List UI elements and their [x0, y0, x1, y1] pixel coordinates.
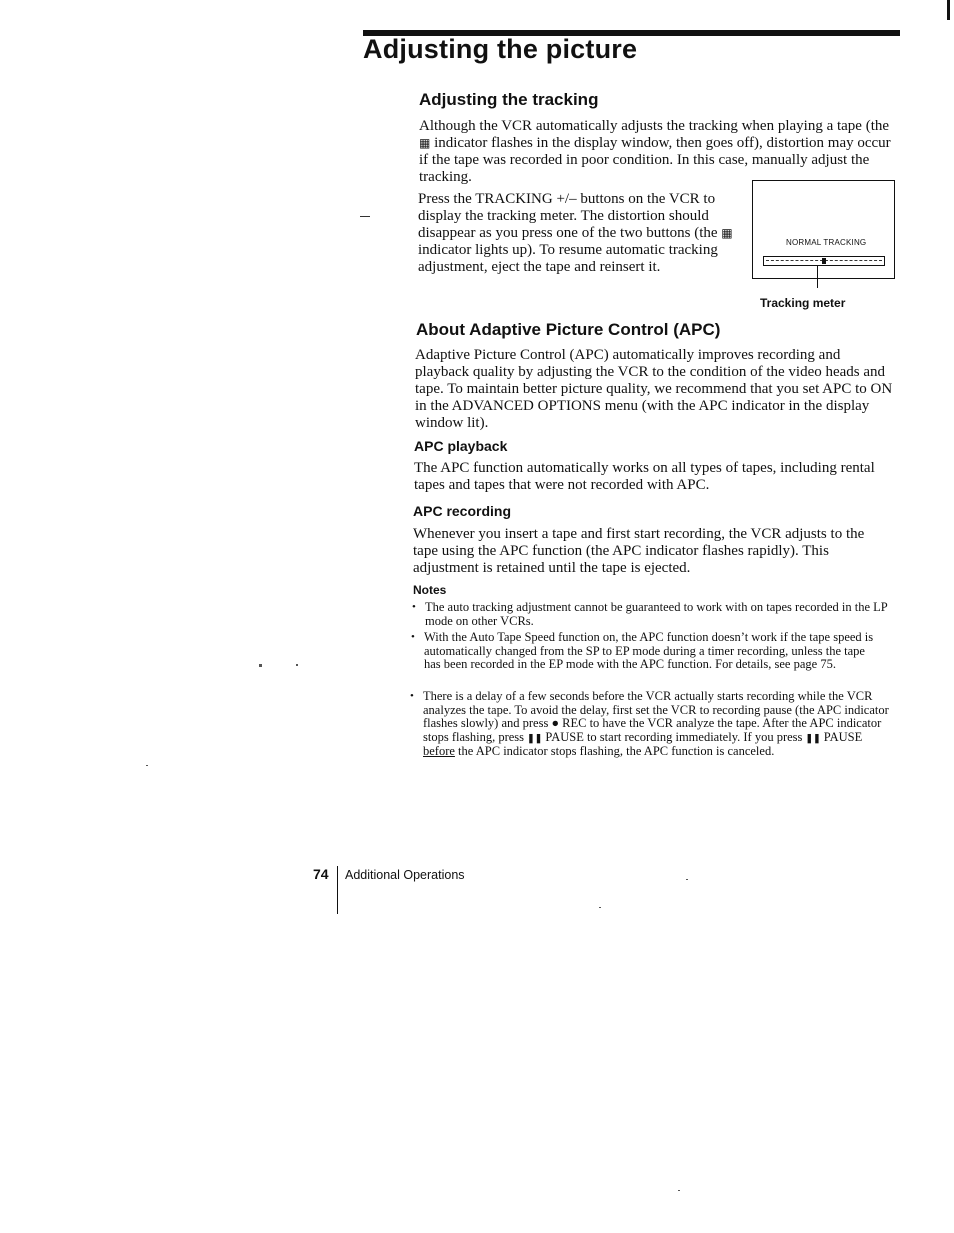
page-number: 74 [313, 866, 329, 882]
apc-playback-text: The APC function automatically works on all types of tapes, including rental tapes and tapes that were not recorded with APC. [414, 460, 875, 493]
tracking-meter-bar [763, 256, 885, 266]
tracking-indicator-icon: ▦ [419, 136, 431, 150]
note-item: • There is a delay of a few seconds before the VCR actually starts recording while the VCR analyzes the tape. To avoid the delay, first set the VCR to recording pause (the APC indicator flashes slowly) and press ● REC to have the VCR analyze the tape. After the APC indicator stops flashing, press ❚❚ PAUSE to start recording immediately. If you press ❚❚ PAUSE before the APC indicator stops flashing, the APC function is canceled. [410, 689, 889, 758]
normal-tracking-label: NORMAL TRACKING [786, 238, 867, 247]
apc-heading: About Adaptive Picture Control (APC) [416, 320, 721, 339]
scan-mark [296, 664, 298, 666]
tracking-indicator-icon: ▦ [721, 226, 733, 240]
tracking-heading: Adjusting the tracking [419, 90, 599, 109]
caption-leader-line [817, 266, 818, 288]
note-item: • The auto tracking adjustment cannot be guaranteed to work with on tapes recorded in the LP mode on other VCRs. [412, 600, 888, 628]
scan-mark [146, 765, 148, 766]
bullet-icon: • [412, 601, 416, 613]
apc-playback-heading: APC playback [414, 438, 508, 454]
pause-icon: ❚❚ [805, 732, 821, 743]
note-item: • With the Auto Tape Speed function on, the APC function doesn’t work if the tape speed is automatically changed from the SP to EP mode during a timer recording, unless the tape has been recorded in the EP mode with the APC function. For details, see page 75. [411, 630, 874, 671]
page-title: Adjusting the picture [363, 34, 638, 64]
footer-rule [337, 866, 338, 914]
record-icon: ● [551, 716, 560, 730]
apc-recording-text: Whenever you insert a tape and first start recording, the VCR adjusts to the tape using the APC function (the APC indicator flashes rapidly). This adjustment is retained until the tape is ejected. [413, 526, 865, 576]
tracking-meter-caption: Tracking meter [760, 296, 846, 310]
page-edge-mark [947, 0, 950, 20]
scan-mark [678, 1190, 680, 1191]
scan-mark [360, 216, 370, 217]
tracking-paragraph-1: Although the VCR automatically adjusts the tracking when playing a tape (the ▦ indicator flashes in the display window, then goes off), distortion may occur if the tape was recorded in poor condition. In this case, manually adjust the tracking. [419, 118, 891, 185]
scan-mark [259, 664, 262, 667]
section-name: Additional Operations [345, 868, 465, 882]
tracking-paragraph-2: Press the TRACKING +/– buttons on the VCR to display the tracking meter. The distortion should disappear as you press one of the two buttons (the ▦ indicator lights up). To resume automatic tracking adjustment, eject the tape and reinsert it. [418, 191, 733, 275]
scan-mark [599, 907, 601, 908]
bullet-icon: • [411, 631, 415, 643]
tracking-meter-indicator [822, 258, 826, 264]
apc-recording-heading: APC recording [413, 503, 512, 519]
scan-mark [686, 879, 688, 880]
apc-intro: Adaptive Picture Control (APC) automatically improves recording and playback quality by adjusting the VCR to the condition of the video heads and tape. To maintain better picture quality, we recommend that you set APC to ON in the ADVANCED OPTIONS menu (with the APC indicator in the display window lit). [415, 347, 893, 431]
notes-label: Notes [413, 583, 447, 597]
pause-icon: ❚❚ [527, 732, 543, 743]
bullet-icon: • [410, 690, 414, 702]
